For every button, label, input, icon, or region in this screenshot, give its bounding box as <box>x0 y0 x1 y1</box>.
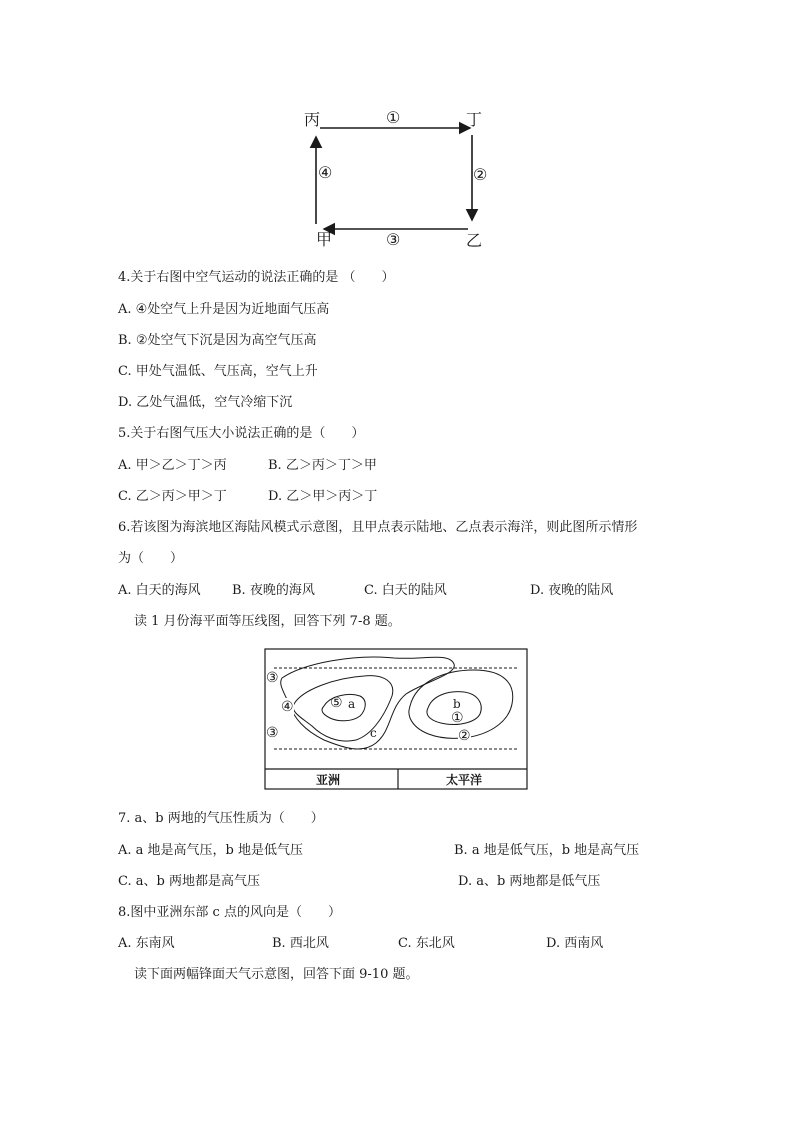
arrow-label-1: ① <box>386 108 401 127</box>
region-pacific: 太平洋 <box>446 773 483 787</box>
q6-option-a: A. 白天的海风 <box>118 583 201 598</box>
arrow-label-3: ③ <box>386 230 401 249</box>
q8-option-c: C. 东北风 <box>398 936 455 951</box>
map-label-b: b <box>453 697 461 711</box>
q6-stem-line1: 6.若该图为海滨地区海陆风模式示意图，且甲点表示陆地、乙点表示海洋，则此图所示情形 <box>118 520 638 535</box>
q4-option-c: C. 甲处气温低、气压高，空气上升 <box>118 364 318 379</box>
region-asia: 亚洲 <box>316 773 341 787</box>
q7-option-c: C. a、b 两地都是高气压 <box>118 874 260 889</box>
map-label-3-top: ③ <box>266 670 279 686</box>
q5-option-c: C. 乙＞丙＞甲＞丁 <box>118 489 227 504</box>
q7-option-b: B. a 地是低气压，b 地是高气压 <box>454 843 640 858</box>
circulation-diagram <box>290 100 510 260</box>
map-label-c: c <box>370 726 377 740</box>
intro-9-10: 读下面两幅锋面天气示意图，回答下面 9-10 题。 <box>134 967 419 982</box>
arrow-label-4: ④ <box>318 163 333 182</box>
corner-bing: 丙 <box>304 110 321 129</box>
map-label-4: ④ <box>281 699 294 715</box>
q7-option-d: D. a、b 两地都是低气压 <box>458 874 601 889</box>
q8-option-a: A. 东南风 <box>118 936 175 951</box>
q5-option-a: A. 甲＞乙＞丁＞丙 <box>118 458 227 473</box>
q8-option-b: B. 西北风 <box>272 936 329 951</box>
isobar-map <box>264 648 528 790</box>
map-label-5: ⑤ <box>330 695 343 711</box>
q4-option-b: B. ②处空气下沉是因为高空气压高 <box>118 333 317 348</box>
q7-stem: 7. a、b 两地的气压性质为（ ） <box>118 811 324 826</box>
q6-stem-line2: 为（ ） <box>118 551 184 566</box>
q5-stem: 5.关于右图气压大小说法正确的是（ ） <box>118 426 365 441</box>
intro-7-8: 读 1 月份海平面等压线图，回答下列 7-8 题。 <box>134 614 401 629</box>
q4-option-d: D. 乙处气温低，空气冷缩下沉 <box>118 395 293 410</box>
map-label-2: ② <box>458 728 471 744</box>
q5-option-d: D. 乙＞甲＞丙＞丁 <box>268 489 378 504</box>
map-label-3-bottom: ③ <box>266 725 279 741</box>
q6-option-d: D. 夜晚的陆风 <box>530 583 614 598</box>
corner-ding: 丁 <box>466 110 483 129</box>
map-label-a: a <box>348 697 356 711</box>
q8-option-d: D. 西南风 <box>546 936 604 951</box>
map-label-1: ① <box>451 710 464 726</box>
q5-option-b: B. 乙＞丙＞丁＞甲 <box>268 458 377 473</box>
corner-jia: 甲 <box>316 230 333 249</box>
q8-stem: 8.图中亚洲东部 c 点的风向是（ ） <box>118 905 341 920</box>
q7-option-a: A. a 地是高气压，b 地是低气压 <box>118 843 303 858</box>
isobar-drawing <box>264 648 528 790</box>
q4-stem: 4.关于右图中空气运动的说法正确的是 （ ） <box>118 270 395 285</box>
corner-yi: 乙 <box>466 231 483 250</box>
q6-option-b: B. 夜晚的海风 <box>232 583 315 598</box>
q4-option-a: A. ④处空气上升是因为近地面气压高 <box>118 302 330 317</box>
arrow-label-2: ② <box>473 165 488 184</box>
q6-option-c: C. 白天的陆风 <box>364 583 447 598</box>
